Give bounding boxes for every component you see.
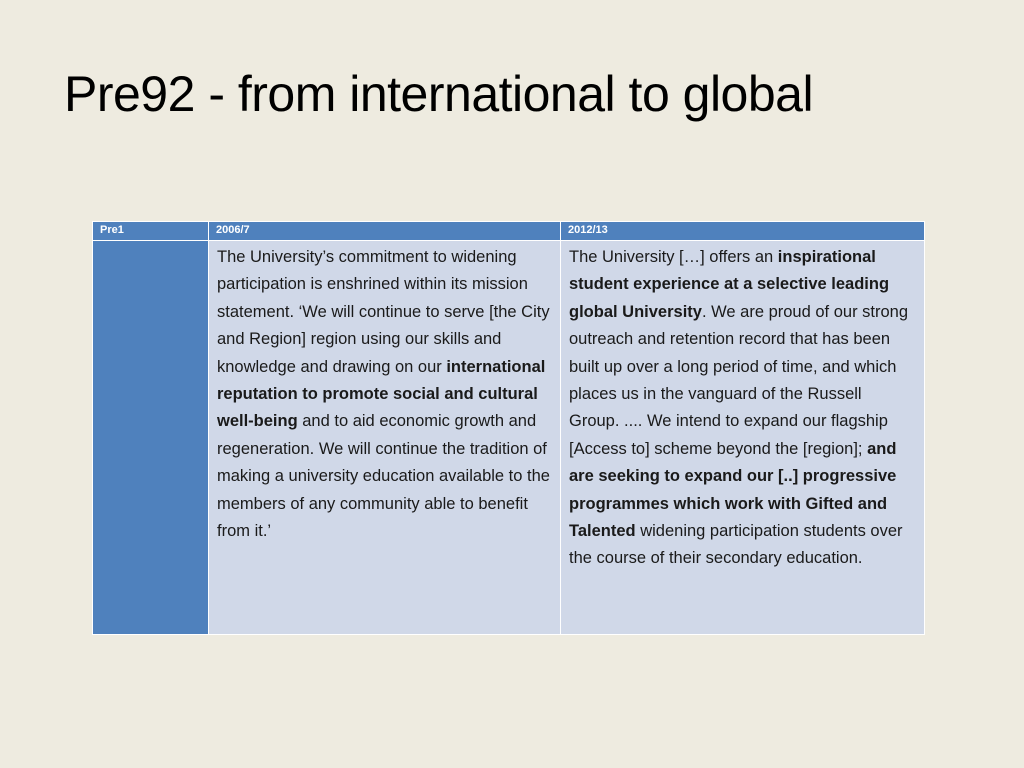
statement-2006-7-part-3: and to aid economic growth and regeneration. We will continue the tradition of making a university education available to the members of any community able to benefit from it.’ (217, 412, 550, 541)
statement-2012-13-highlight-1: inspirational student experience at a selective leading global University (569, 248, 890, 321)
statement-2012-13-part-5: widening participation students over the course of their secondary education. (569, 522, 903, 568)
cell-2006-7 (209, 241, 561, 635)
statement-2012-13-part-3: . We are proud of our strong outreach and retention record that has been built up over a long period of time, and which places us in the vanguard of the Russell Group. .... We intend to expand our flagship [Access to] scheme beyond the [region]; (569, 302, 909, 458)
row-label-cell (93, 241, 209, 635)
header-2012-13: 2012/13 (561, 222, 925, 241)
statement-2012-13 (569, 248, 908, 567)
table-header-row (93, 222, 925, 241)
statement-2006-7-highlight: international reputation to promote social and cultural well-being (217, 357, 546, 431)
header-2006-7: 2006/7 (209, 222, 561, 241)
statement-2012-13-highlight-2: and are seeking to expand our [..] progressive programmes which work with Gifted and Talented (569, 439, 897, 541)
cell-2012-13 (561, 241, 925, 635)
slide-title: Pre92 - from international to global (64, 66, 814, 122)
statement-2012-13-part-1: The University […] offers an (569, 248, 778, 266)
statement-2006-7 (217, 248, 550, 540)
table-row (93, 241, 925, 635)
comparison-table (92, 221, 925, 635)
header-pre1: Pre1 (93, 222, 209, 241)
statement-2006-7-part-1: The University’s commitment to widening participation is enshrined within its mission statement. ‘We will continue to serve [the City and Region] region using our skills and knowledge and drawing on our (217, 248, 550, 376)
